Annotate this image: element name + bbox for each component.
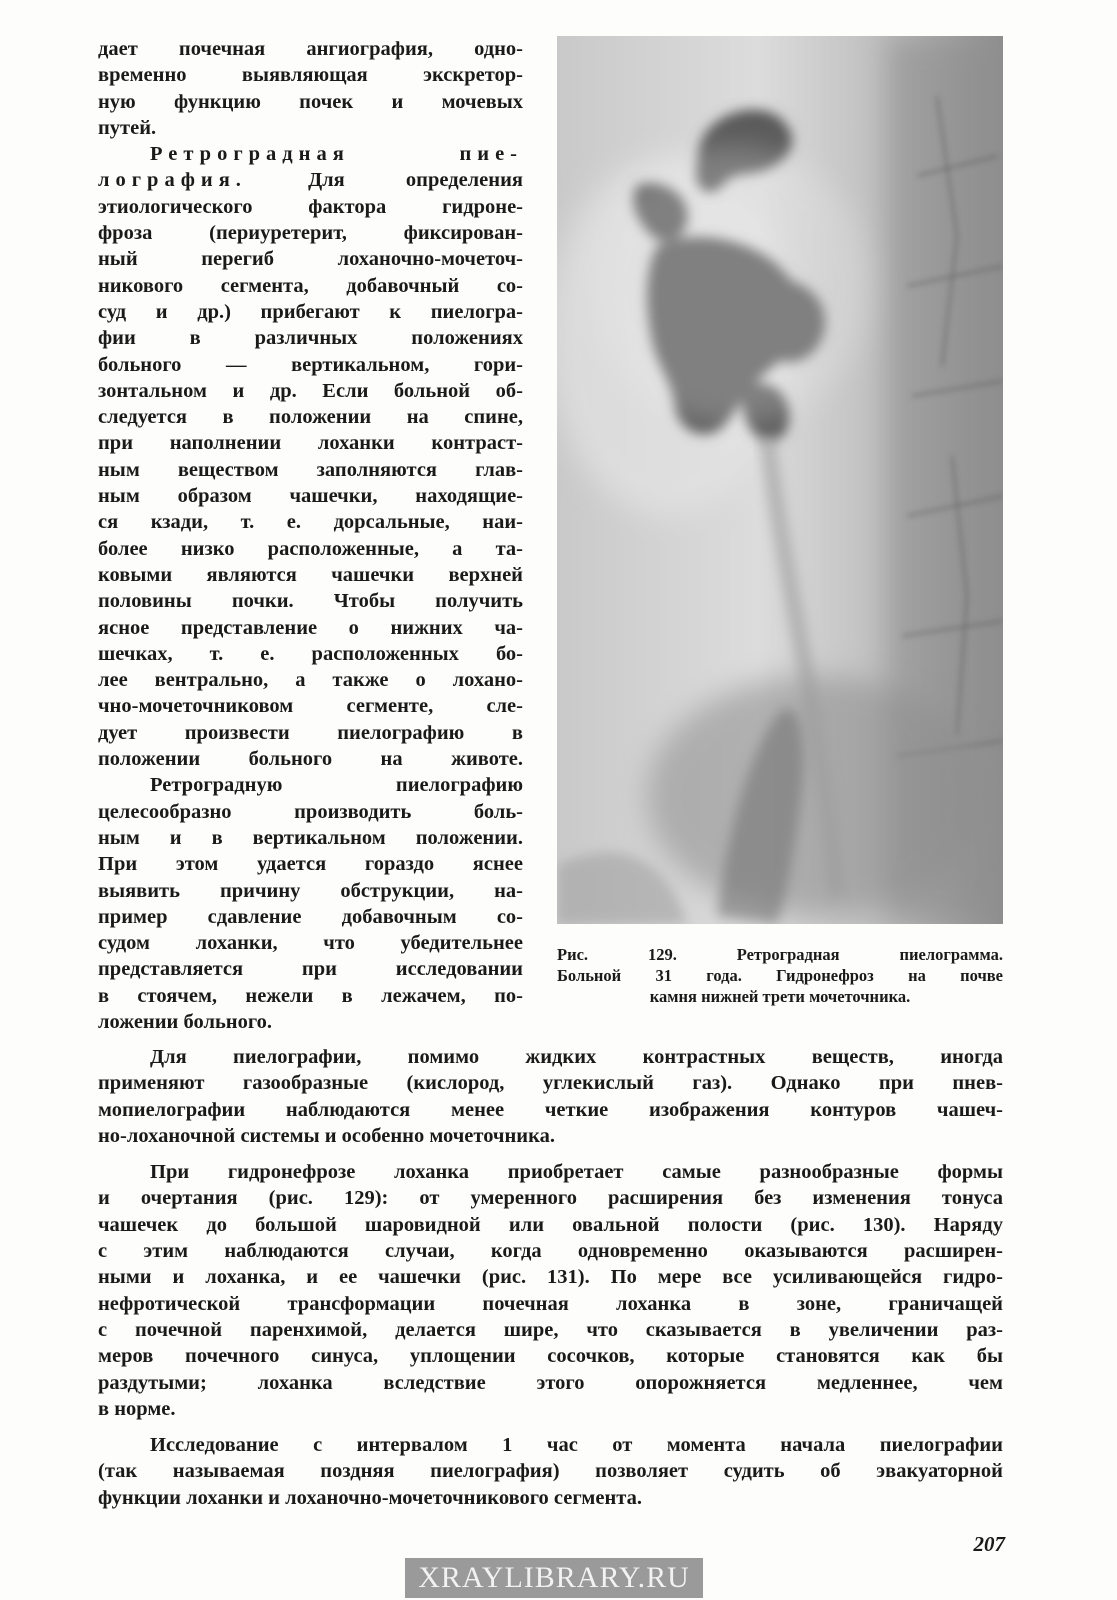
text-line	[98, 167, 523, 193]
text-line: чашечек до большой шаровидной или овальной полости (рис. 130). Наряду	[98, 1213, 1003, 1236]
text-line: и очертания (рис. 129): от умеренного расширения без изменения тонуса	[98, 1187, 1003, 1210]
text-line: временно выявляющая экскретор-	[98, 64, 523, 87]
text-line: чно-мочеточниковом сегменте, сле-	[98, 695, 523, 718]
full-width-text	[98, 1044, 1003, 1511]
text-line: Ретроградную пиелографию	[150, 774, 523, 797]
text-line: мопиелографии наблюдаются менее четкие изображения контуров чашеч-	[98, 1098, 1003, 1121]
text-line: дает почечная ангиография, одно-	[98, 38, 523, 60]
text-line: ным веществом заполняются глав-	[98, 458, 523, 481]
paragraph-6	[98, 1432, 1003, 1511]
text-line: шечках, т. е. расположенных бо-	[98, 642, 523, 665]
section-heading-line: Ретроградная пие-	[150, 143, 523, 166]
text-line: половины почки. Чтобы получить	[98, 590, 523, 613]
text-line: судом лоханки, что убедительнее	[98, 932, 523, 955]
text-line: ясное представление о нижних ча-	[98, 616, 523, 639]
caption-line: Рис. 129. Ретроградная пиелограмма.	[557, 945, 1003, 964]
text-line: выявить причину обструкции, на-	[98, 879, 523, 902]
paragraph-3	[98, 772, 523, 1035]
text-line: целесообразно производить боль-	[98, 800, 523, 823]
text-line: применяют газообразные (кислород, углекислый газ). Однако при пнев-	[98, 1072, 1003, 1095]
text-line: меров почечного синуса, уплощении сосочков, которые становятся как бы	[98, 1345, 1003, 1368]
text-line: в норме.	[98, 1397, 176, 1420]
text-fragment: Для определения	[246, 169, 523, 192]
paragraph-1	[98, 36, 523, 141]
text-line: пример сдавление добавочным со-	[98, 905, 523, 928]
text-line: функции лоханки и лоханочно-мочеточникового сегмента.	[98, 1486, 642, 1509]
text-line: с этим наблюдаются случаи, когда одновременно оказываются расширен-	[98, 1240, 1003, 1263]
pyelogram-xray-image	[557, 36, 1003, 924]
text-line: никового сегмента, добавочный со-	[98, 274, 523, 297]
text-line: больного — вертикальном, гори-	[98, 353, 523, 376]
text-line: путей.	[98, 116, 157, 139]
text-line: при наполнении лоханки контраст-	[98, 432, 523, 455]
text-line: суд и др.) прибегают к пиелогра-	[98, 300, 523, 323]
text-line: Исследование с интервалом 1 час от момента начала пиелографии	[150, 1434, 1003, 1457]
text-line: следуется в положении на спине,	[98, 406, 523, 429]
text-line: Для пиелографии, помимо жидких контрастных веществ, иногда	[150, 1046, 1003, 1068]
text-line: ный перегиб лоханочно-мочеточ-	[98, 248, 523, 271]
figure-caption	[557, 944, 1003, 1007]
text-line: ся кзади, т. е. дорсальные, наи-	[98, 511, 523, 534]
text-line: с почечной паренхимой, делается шире, что сказывается в увеличении раз-	[98, 1318, 1003, 1341]
text-line: ным образом чашечки, находящие-	[98, 485, 523, 508]
paragraph-5	[98, 1159, 1003, 1422]
text-line: ную функцию почек и мочевых	[98, 90, 523, 113]
xray-graphic	[557, 36, 1003, 924]
text-line: положении больного на животе.	[98, 748, 523, 771]
text-line: При этом удается гораздо яснее	[98, 853, 523, 876]
caption-line: Больной 31 года. Гидронефроз на почве	[557, 966, 1003, 985]
paragraph-2	[98, 141, 523, 772]
text-line: более низко расположенные, а та-	[98, 537, 523, 560]
text-line: ковыми являются чашечки верхней	[98, 563, 523, 586]
paragraph-4	[98, 1044, 1003, 1149]
text-line: раздутыми; лоханка вследствие этого опорожняется медленнее, чем	[98, 1371, 1003, 1394]
text-line: но-лоханочной системы и особенно мочеточника.	[98, 1124, 555, 1147]
text-line: При гидронефрозе лоханка приобретает самые разнообразные формы	[150, 1161, 1003, 1184]
caption-line: камня нижней трети мочеточника.	[649, 987, 911, 1006]
text-line: ными и лоханка, и ее чашечки (рис. 131). По мере все усиливающейся гидро-	[98, 1266, 1003, 1289]
left-column	[98, 36, 523, 1035]
text-line: ным и в вертикальном положении.	[98, 826, 523, 849]
text-line: фроза (периуретерит, фиксирован-	[98, 222, 523, 245]
section-heading: лография.	[98, 169, 247, 192]
text-line: представляется при исследовании	[98, 958, 523, 981]
text-line: зонтальном и др. Если больной об-	[98, 379, 523, 402]
text-line: лее вентрально, а также о лохано-	[98, 669, 523, 692]
text-line: этиологического фактора гидроне-	[98, 195, 523, 218]
text-line: дует произвести пиелографию в	[98, 721, 523, 744]
text-line: ложении больного.	[98, 1010, 273, 1033]
watermark-logo: XRAYLIBRARY.RU	[405, 1558, 703, 1598]
page-number: 207	[973, 1532, 1005, 1556]
text-line: фии в различных положениях	[98, 327, 523, 350]
text-line: нефротической трансформации почечная лоханка в зоне, граничащей	[98, 1292, 1003, 1315]
text-line: (так называемая поздняя пиелография) позволяет судить об эвакуаторной	[98, 1460, 1003, 1483]
text-line: в стоячем, нежели в лежачем, по-	[98, 984, 523, 1007]
